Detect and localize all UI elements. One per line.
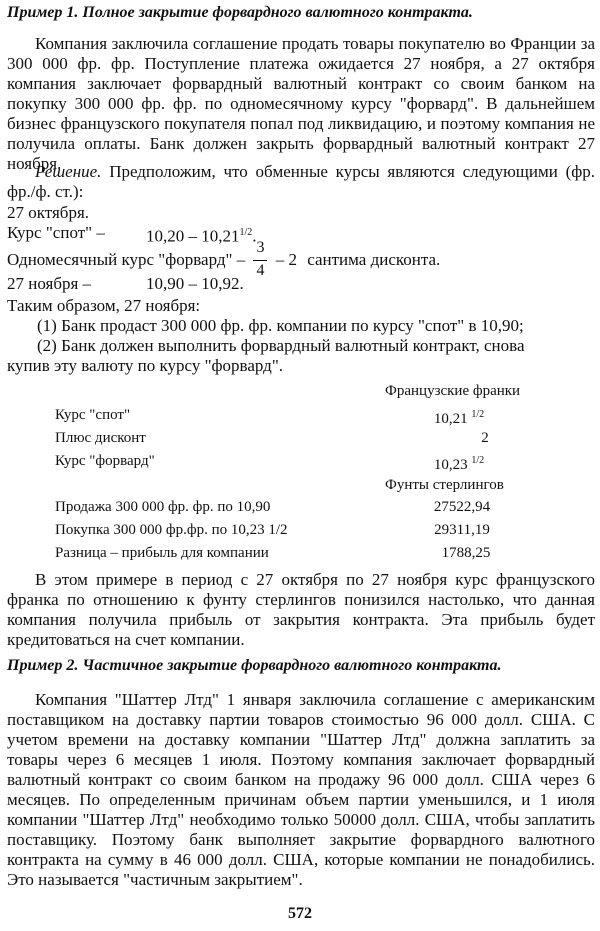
- table-row-value: 2: [481, 430, 489, 446]
- conclusion-paragraph: В этом примере в период с 27 октября по 27 ноября курс французского франка по отношению к фунту стерлингов понизился настолько, что данная компания получила прибыль от закрытия контракта. Эта прибыль будет кредитоваться на счет компании.: [7, 570, 595, 649]
- value-fraction: 1/2: [471, 455, 485, 466]
- table-row-value: 1788,25: [441, 545, 491, 561]
- spot-rate-label: Курс "спот" –: [7, 223, 105, 242]
- fraction-bar: [253, 260, 267, 261]
- table-row-label: Продажа 300 000 фр. фр. по 10,90: [55, 499, 271, 515]
- table-row-label: Курс "спот": [55, 407, 131, 423]
- value-number: 10,23: [433, 457, 468, 473]
- table-row-value: [399, 451, 519, 475]
- fraction-numerator: 3: [256, 239, 265, 257]
- example-2-heading: Пример 2. Частичное закрытие форвардного валютного контракта.: [7, 657, 502, 674]
- forward-discount-fraction: [253, 241, 267, 281]
- table-row-label: Разница – прибыль для компании: [55, 545, 269, 561]
- page-number: 572: [288, 905, 312, 922]
- table-header-pounds: Фунты стерлингов: [385, 477, 504, 493]
- table-row-value: 27522,94: [433, 499, 491, 515]
- table-row-label: Курс "форвард": [55, 453, 155, 469]
- spot-rate-half: 1/2: [239, 227, 253, 238]
- table-row-label: Плюс дисконт: [55, 430, 146, 446]
- thus-line: Таким образом, 27 ноября:: [7, 296, 201, 315]
- table-row-value: [399, 405, 519, 429]
- table-header-francs: Французские франки: [385, 383, 521, 399]
- solution-label: Решение.: [35, 162, 102, 181]
- date-november: 27 ноября –: [7, 274, 92, 293]
- step-2-line-2: купив эту валюту по курсу "форвард".: [7, 356, 284, 375]
- spot-rate-number: 10,20 – 10,21: [146, 226, 240, 246]
- forward-minus: – 2: [275, 250, 297, 269]
- step-2-line-1: (2) Банк должен выполнить форвардный валютный контракт, снова: [37, 336, 525, 355]
- example-1-heading: Пример 1. Полное закрытие форвардного валютного контракта.: [7, 4, 473, 21]
- value-number: 10,21: [433, 411, 468, 427]
- solution-text: Предположим, что обменные курсы являются следующими (фр. фр./ф. ст.):: [7, 162, 595, 201]
- example-2-paragraph: Компания "Шаттер Лтд" 1 января заключила соглашение с американским поставщиком на доставку партии товаров стоимостью 96 000 долл. США. С учетом времени на доставку компании "Шаттер Лтд" должна заплатить за товары через 6 месяцев 1 июля. Поэтому компания заключает форвардный валютный контракт со своим банком на продажу 96 000 долл. США через 6 месяцев. По определенным причинам объем партии уменьшился, и 1 июля компании "Шаттер Лтд" необходимо только 50000 долл. США, чтобы заплатить поставщику. Поэтому банк выполняет закрытие форвардного валютного контракта на сумму в 46 000 долл. США, которые компании не понадобились. Это называется "частичным закрытием".: [7, 690, 595, 889]
- solution-paragraph: [7, 162, 595, 202]
- fraction-denominator: 4: [256, 262, 265, 280]
- date-october: 27 октября.: [7, 203, 90, 222]
- november-rate: 10,90 – 10,92.: [146, 274, 244, 293]
- forward-rate-label: Одномесячный курс "форвард" –: [7, 250, 246, 269]
- value-fraction: 1/2: [471, 409, 485, 420]
- spot-rate-end: .: [252, 226, 257, 246]
- example-1-paragraph: Компания заключила соглашение продать товары покупателю во Франции за 300 000 фр. фр. Поступление платежа ожидается 27 ноября, а 27 октября компания заключает форвардный валютный контракт со своим банком на покупку 300 000 фр. фр. по одномесячному курсу "форвард". В дальнейшем бизнес французского покупателя попал под ликвидацию, и поэтому компания не получила оплаты. Банк должен закрыть форвардный валютный контракт 27 ноября.: [7, 34, 595, 173]
- table-row-value: 29311,19: [434, 522, 490, 538]
- forward-suffix: сантима дисконта.: [307, 250, 441, 269]
- step-1: (1) Банк продаст 300 000 фр. фр. компании по курсу "спот" в 10,90;: [37, 316, 524, 335]
- table-row-label: Покупка 300 000 фр.фр. по 10,23 1/2: [55, 522, 288, 538]
